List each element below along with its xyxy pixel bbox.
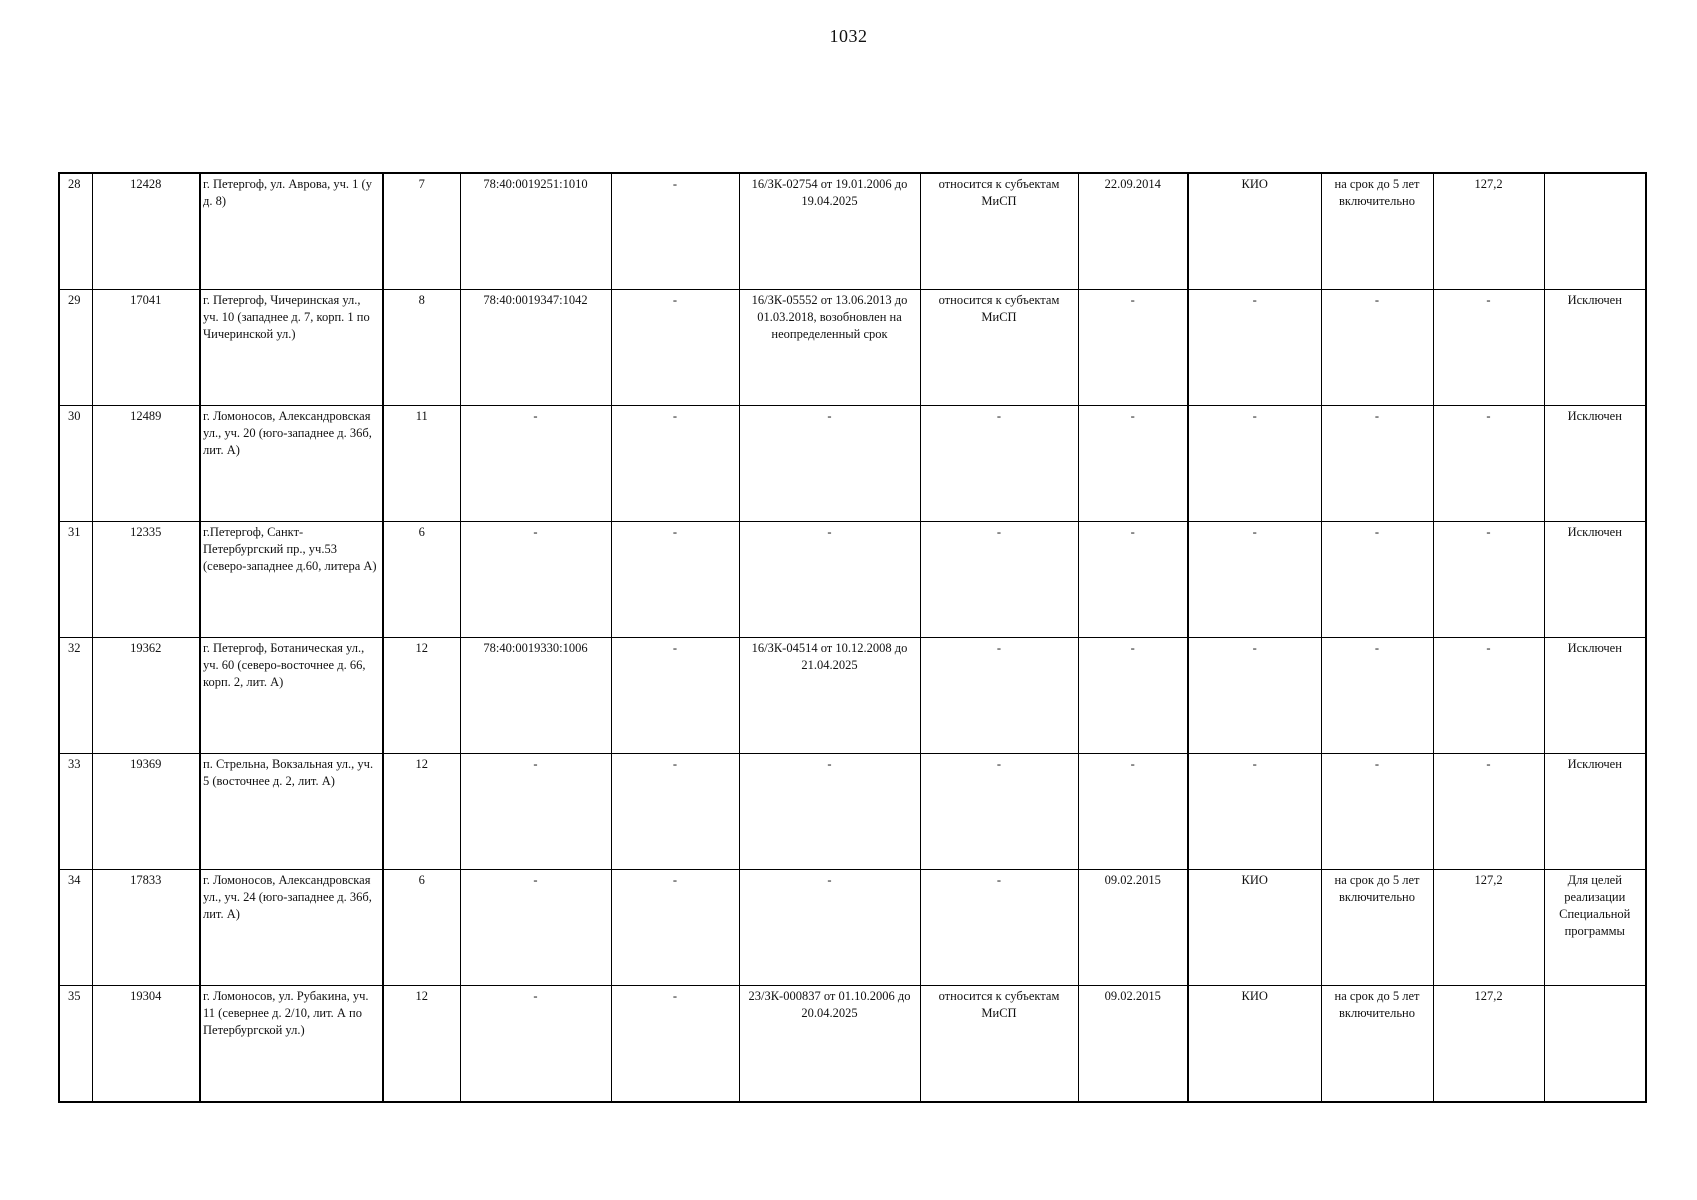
organization-cell: - [1188, 522, 1321, 638]
term-cell: - [1321, 406, 1433, 522]
date-cell: 09.02.2015 [1078, 986, 1188, 1103]
table-row [59, 870, 1646, 986]
organization-cell: - [1188, 406, 1321, 522]
term-cell: - [1321, 754, 1433, 870]
extra-info-cell: - [611, 754, 739, 870]
cadastral-number-cell: - [460, 522, 611, 638]
extra-info-cell: - [611, 522, 739, 638]
term-cell: - [1321, 522, 1433, 638]
address-cell: г. Ломоносов, Александровская ул., уч. 20 (юго-западнее д. 36б, лит. А) [200, 406, 383, 522]
date-cell: - [1078, 290, 1188, 406]
organization-cell: КИО [1188, 870, 1321, 986]
cadastral-number-cell: 78:40:0019251:1010 [460, 173, 611, 290]
value-cell: - [1433, 754, 1544, 870]
sme-subject-cell: - [920, 754, 1078, 870]
zone-cell: 8 [383, 290, 460, 406]
extra-info-cell: - [611, 870, 739, 986]
zone-cell: 6 [383, 522, 460, 638]
note-cell: Исключен [1544, 290, 1646, 406]
note-cell: Исключен [1544, 522, 1646, 638]
row-number-cell: 33 [59, 754, 92, 870]
row-number-cell: 32 [59, 638, 92, 754]
date-cell: 09.02.2015 [1078, 870, 1188, 986]
table-row [59, 638, 1646, 754]
table-row [59, 986, 1646, 1103]
note-cell [1544, 173, 1646, 290]
row-number-cell: 30 [59, 406, 92, 522]
address-cell: г. Ломоносов, Александровская ул., уч. 24 (юго-западнее д. 36б, лит. А) [200, 870, 383, 986]
address-cell: г.Петергоф, Санкт-Петербургский пр., уч.53 (северо-западнее д.60, литера А) [200, 522, 383, 638]
lease-agreement-cell: 16/ЗК-02754 от 19.01.2006 до 19.04.2025 [739, 173, 920, 290]
date-cell: - [1078, 638, 1188, 754]
land-plot-registry-table [58, 172, 1647, 1103]
extra-info-cell: - [611, 986, 739, 1103]
extra-info-cell: - [611, 173, 739, 290]
sme-subject-cell: относится к субъектам МиСП [920, 173, 1078, 290]
table-row [59, 173, 1646, 290]
note-cell: Исключен [1544, 638, 1646, 754]
cadastral-number-cell: 78:40:0019330:1006 [460, 638, 611, 754]
table-row [59, 406, 1646, 522]
organization-cell: КИО [1188, 986, 1321, 1103]
cadastral-number-cell: - [460, 406, 611, 522]
extra-info-cell: - [611, 638, 739, 754]
plot-id-cell: 19304 [92, 986, 200, 1103]
lease-agreement-cell: - [739, 754, 920, 870]
date-cell: - [1078, 754, 1188, 870]
zone-cell: 12 [383, 754, 460, 870]
lease-agreement-cell: - [739, 522, 920, 638]
zone-cell: 12 [383, 638, 460, 754]
sme-subject-cell: - [920, 638, 1078, 754]
sme-subject-cell: - [920, 522, 1078, 638]
row-number-cell: 34 [59, 870, 92, 986]
row-number-cell: 35 [59, 986, 92, 1103]
sme-subject-cell: относится к субъектам МиСП [920, 986, 1078, 1103]
row-number-cell: 28 [59, 173, 92, 290]
address-cell: г. Петергоф, Ботаническая ул., уч. 60 (северо-восточнее д. 66, корп. 2, лит. А) [200, 638, 383, 754]
value-cell: - [1433, 522, 1544, 638]
organization-cell: КИО [1188, 173, 1321, 290]
lease-agreement-cell: 16/ЗК-05552 от 13.06.2013 до 01.03.2018, возобновлен на неопределенный срок [739, 290, 920, 406]
term-cell: на срок до 5 лет включительно [1321, 986, 1433, 1103]
plot-id-cell: 17833 [92, 870, 200, 986]
lease-agreement-cell: - [739, 870, 920, 986]
cadastral-number-cell: 78:40:0019347:1042 [460, 290, 611, 406]
zone-cell: 11 [383, 406, 460, 522]
lease-agreement-cell: 23/ЗК-000837 от 01.10.2006 до 20.04.2025 [739, 986, 920, 1103]
row-number-cell: 31 [59, 522, 92, 638]
term-cell: на срок до 5 лет включительно [1321, 173, 1433, 290]
row-number-cell: 29 [59, 290, 92, 406]
zone-cell: 12 [383, 986, 460, 1103]
table-row [59, 290, 1646, 406]
table-row [59, 754, 1646, 870]
address-cell: п. Стрельна, Вокзальная ул., уч. 5 (восточнее д. 2, лит. А) [200, 754, 383, 870]
zone-cell: 7 [383, 173, 460, 290]
date-cell: - [1078, 522, 1188, 638]
term-cell: на срок до 5 лет включительно [1321, 870, 1433, 986]
plot-id-cell: 19362 [92, 638, 200, 754]
extra-info-cell: - [611, 290, 739, 406]
plot-id-cell: 12489 [92, 406, 200, 522]
date-cell: - [1078, 406, 1188, 522]
plot-id-cell: 17041 [92, 290, 200, 406]
plot-id-cell: 12428 [92, 173, 200, 290]
note-cell: Для целей реализации Специальной программы [1544, 870, 1646, 986]
value-cell: - [1433, 638, 1544, 754]
address-cell: г. Петергоф, Чичеринская ул., уч. 10 (западнее д. 7, корп. 1 по Чичеринской ул.) [200, 290, 383, 406]
date-cell: 22.09.2014 [1078, 173, 1188, 290]
term-cell: - [1321, 290, 1433, 406]
table-row [59, 522, 1646, 638]
note-cell [1544, 986, 1646, 1103]
address-cell: г. Ломоносов, ул. Рубакина, уч. 11 (севернее д. 2/10, лит. А по Петербургской ул.) [200, 986, 383, 1103]
value-cell: - [1433, 406, 1544, 522]
page-number: 1032 [829, 26, 868, 46]
lease-agreement-cell: 16/ЗК-04514 от 10.12.2008 до 21.04.2025 [739, 638, 920, 754]
table-body [59, 173, 1646, 1102]
value-cell: 127,2 [1433, 870, 1544, 986]
cadastral-number-cell: - [460, 870, 611, 986]
cadastral-number-cell: - [460, 986, 611, 1103]
sme-subject-cell: - [920, 870, 1078, 986]
value-cell: 127,2 [1433, 173, 1544, 290]
term-cell: - [1321, 638, 1433, 754]
note-cell: Исключен [1544, 406, 1646, 522]
plot-id-cell: 12335 [92, 522, 200, 638]
note-cell: Исключен [1544, 754, 1646, 870]
cadastral-number-cell: - [460, 754, 611, 870]
sme-subject-cell: относится к субъектам МиСП [920, 290, 1078, 406]
value-cell: 127,2 [1433, 986, 1544, 1103]
value-cell: - [1433, 290, 1544, 406]
extra-info-cell: - [611, 406, 739, 522]
sme-subject-cell: - [920, 406, 1078, 522]
lease-agreement-cell: - [739, 406, 920, 522]
address-cell: г. Петергоф, ул. Аврова, уч. 1 (у д. 8) [200, 173, 383, 290]
organization-cell: - [1188, 638, 1321, 754]
organization-cell: - [1188, 754, 1321, 870]
organization-cell: - [1188, 290, 1321, 406]
plot-id-cell: 19369 [92, 754, 200, 870]
zone-cell: 6 [383, 870, 460, 986]
